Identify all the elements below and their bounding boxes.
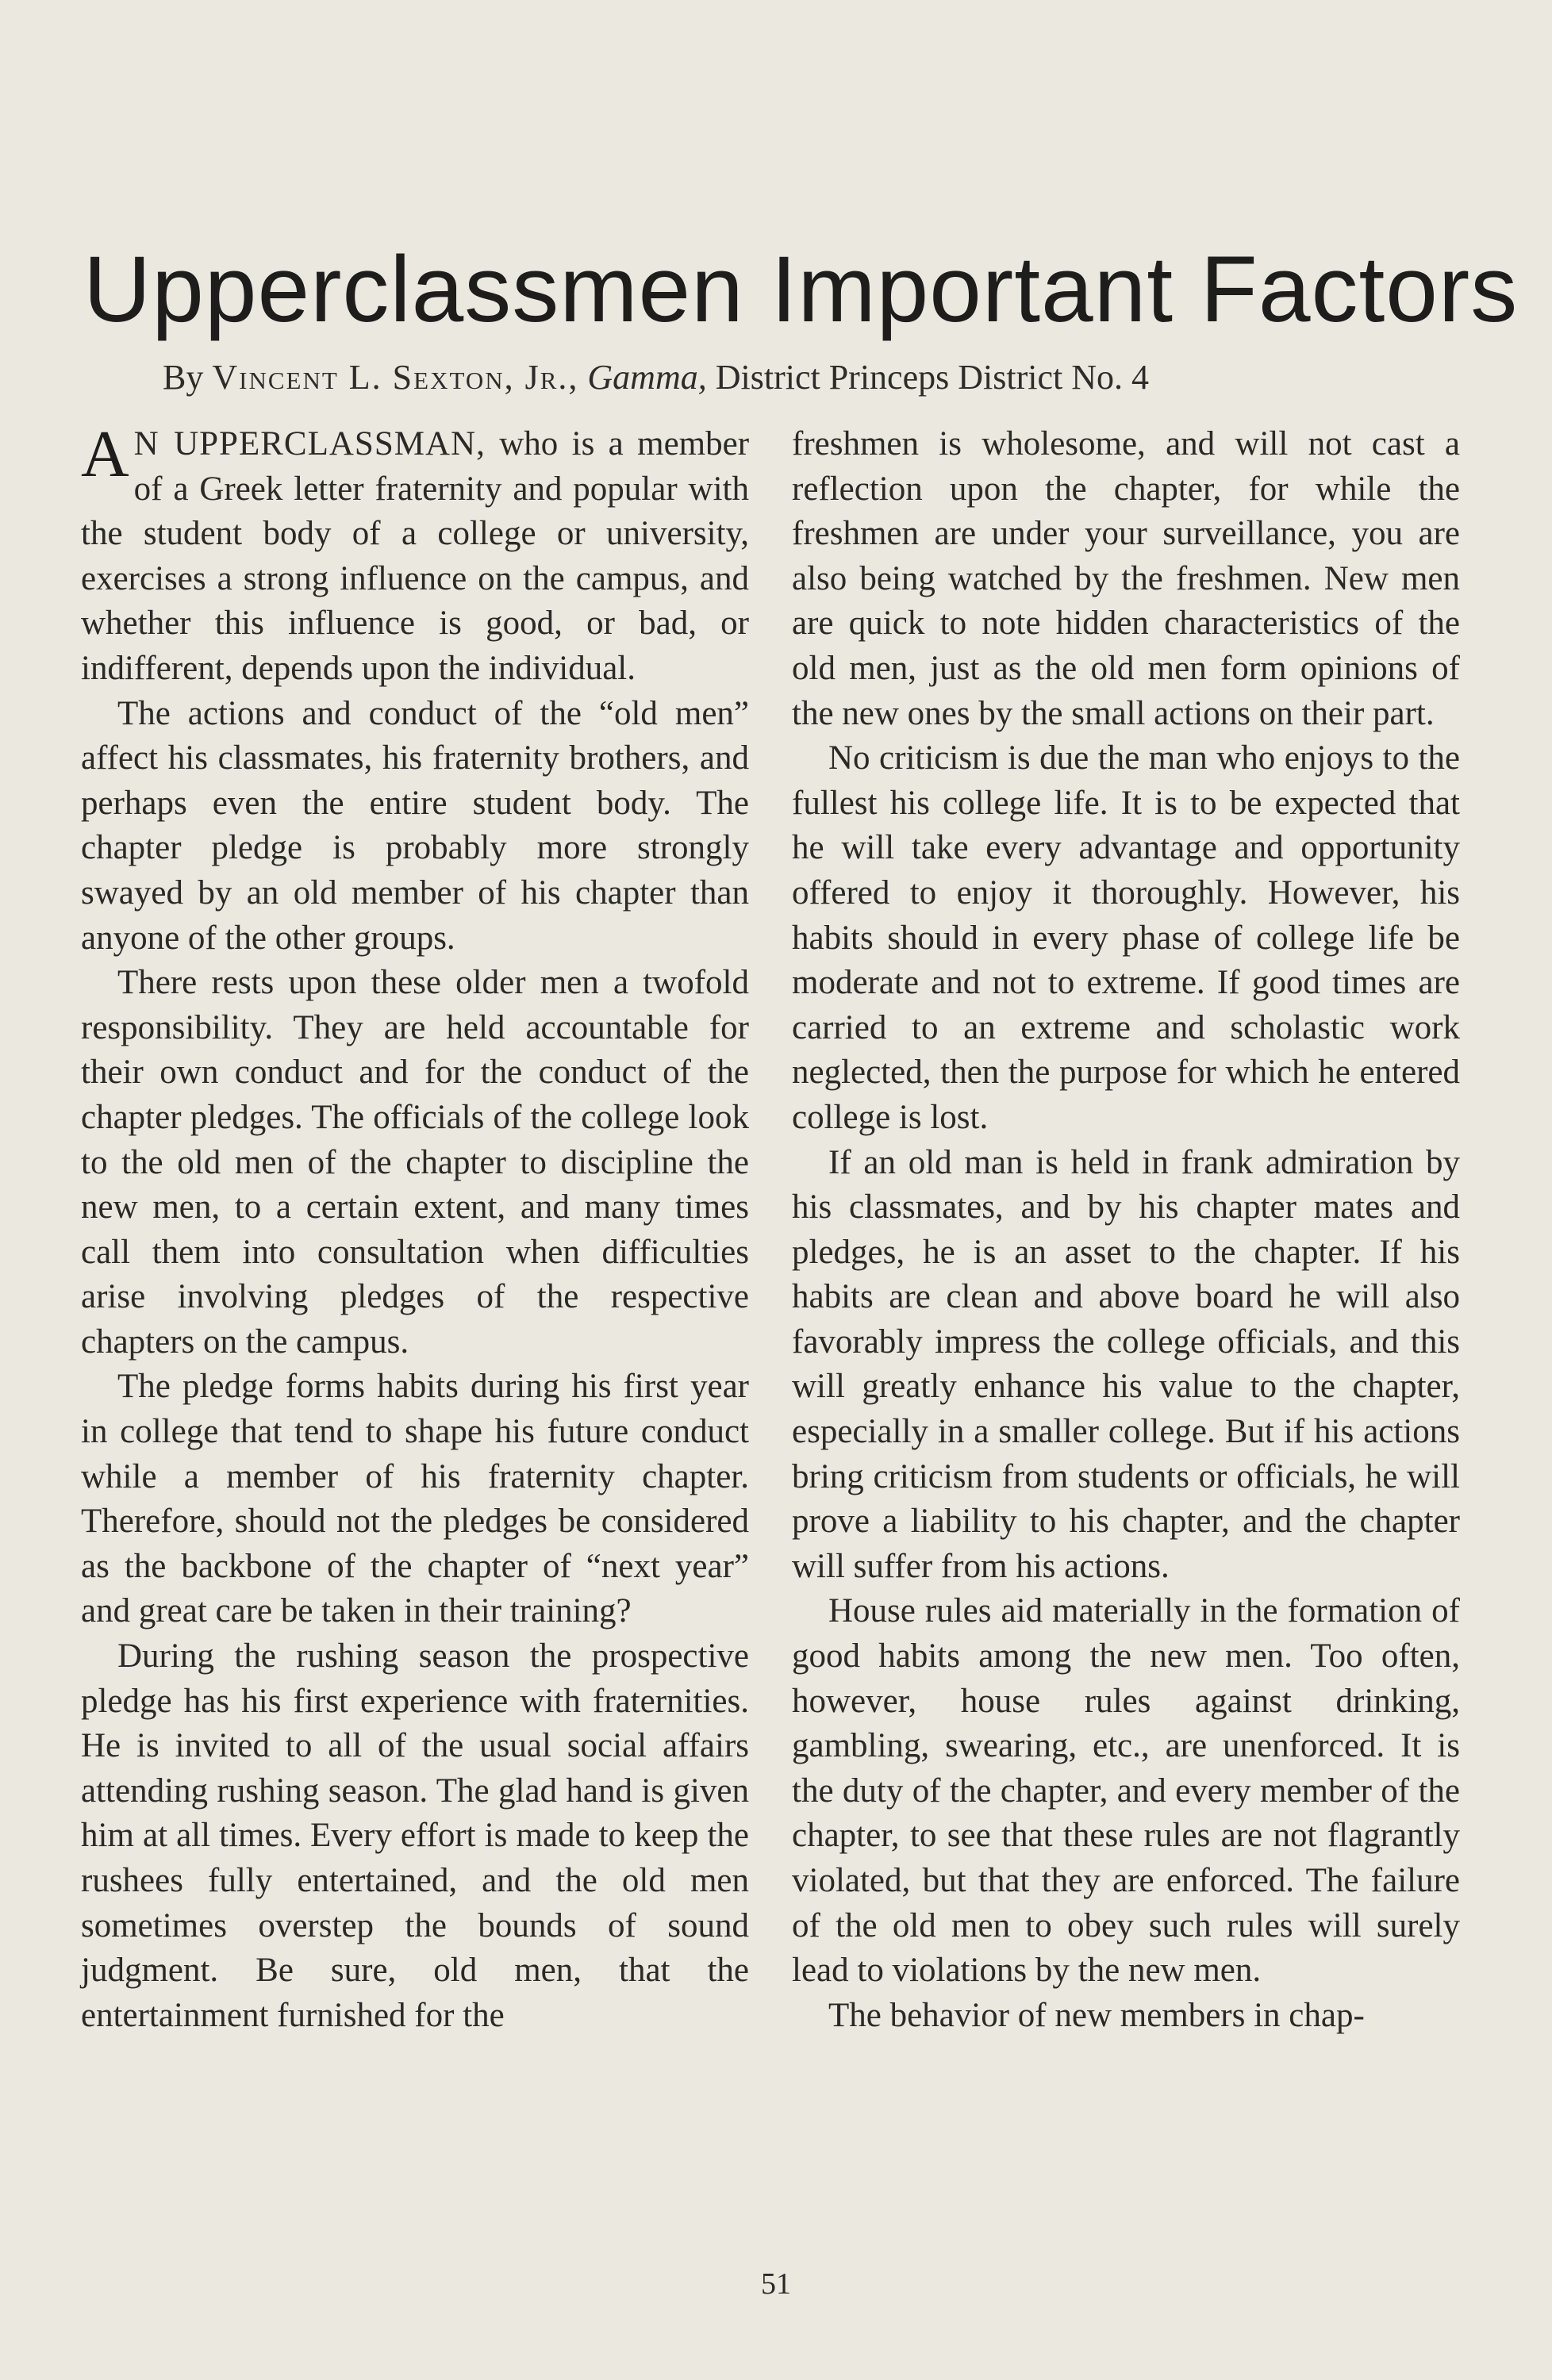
paragraph: The behavior of new members in chap- — [828, 1996, 1365, 2034]
paragraph: freshmen is wholesome, and will not cast a reflection upon the chapter, for while the freshmen are under your surveillance, you are also being watched by the freshmen. New men are quick to note hidden characteristics of the old men, just as the old men form opinions of the new ones by the small actions on their part. — [792, 425, 1460, 732]
paragraph-text: who is a member of a Greek letter fraternity and popular with the student body of a college or university, exercises a strong influence on the campus, and whether this influence is good, or bad, or indifferent, depends upon the individual. — [81, 425, 750, 687]
left-column — [81, 417, 750, 2038]
right-column — [792, 422, 1460, 2038]
byline-author: Vincent L. Sexton, Jr., — [212, 358, 579, 397]
paragraph: There rests upon these older men a twofold responsibility. They are held accountable for their own conduct and for the conduct of the chapter pledges. The officials of the college look to the old men of the chapter to discipline the new men, to a certain extent, and many times call them into consultation when difficulties arise involving pledges of the respective chapters on the campus. — [81, 964, 749, 1361]
page-number: 51 — [761, 2267, 791, 2301]
byline-role: District Princeps District No. 4 — [715, 358, 1149, 397]
article-title: Upperclassmen Important Factors — [83, 237, 1519, 342]
paragraph — [81, 417, 750, 692]
paragraph: House rules aid materially in the formation of good habits among the new men. Too often, however, house rules against drinking, gambling, swearing, etc., are unenforced. It is the duty of the chapter, and every member of the chapter, to see that these rules are not flagrantly violated, but that they are enforced. The failure of the old men to obey such rules will surely lead to violations by the new men. — [792, 1592, 1460, 1990]
drop-cap: A — [81, 417, 129, 491]
paragraph: If an old man is held in frank admiration by his classmates, and by his chapter mates and pledges, he is an asset to the chapter. If his habits are clean and above board he will also favorably impress the college officials, and this will greatly enhance his value to the chapter, especially in a smaller college. But if his actions bring criticism from students or officials, he will prove a liability to his chapter, and the chapter will suffer from his actions. — [792, 1143, 1460, 1585]
paragraph: The actions and conduct of the “old men” affect his classmates, his fraternity brothers, and perhaps even the entire student body. The chapter pledge is probably more strongly swayed by an old member of his chapter than anyone of the other groups. — [81, 694, 749, 957]
paragraph: During the rushing season the prospective pledge has his first experience with fraternities. He is invited to all of the usual social affairs attending rushing season. The glad hand is given him at all times. Every effort is made to keep the rushees fully entertained, and the old men sometimes overstep the bounds of sound judgment. Be sure, old men, that the entertainment furnished for the — [81, 1637, 749, 2034]
lead-words: N UPPERCLASSMAN, — [133, 425, 486, 463]
byline-chapter: Gamma, — [587, 358, 707, 397]
paragraph: No criticism is due the man who enjoys to the fullest his college life. It is to be expected that he will take every advantage and opportunity offered to enjoy it thoroughly. However, his habits should in every phase of college life be moderate and not to extreme. If good times are carried to an extreme and scholastic work neglected, then the purpose for which he entered college is lost. — [792, 739, 1460, 1136]
byline — [163, 355, 1448, 400]
paragraph: The pledge forms habits during his first year in college that tend to shape his future conduct while a member of his fraternity chapter. Therefore, should not the pledges be considered as the backbone of the chapter of “next year” and great care be taken in their training? — [81, 1368, 749, 1630]
byline-prefix: By — [163, 358, 204, 397]
